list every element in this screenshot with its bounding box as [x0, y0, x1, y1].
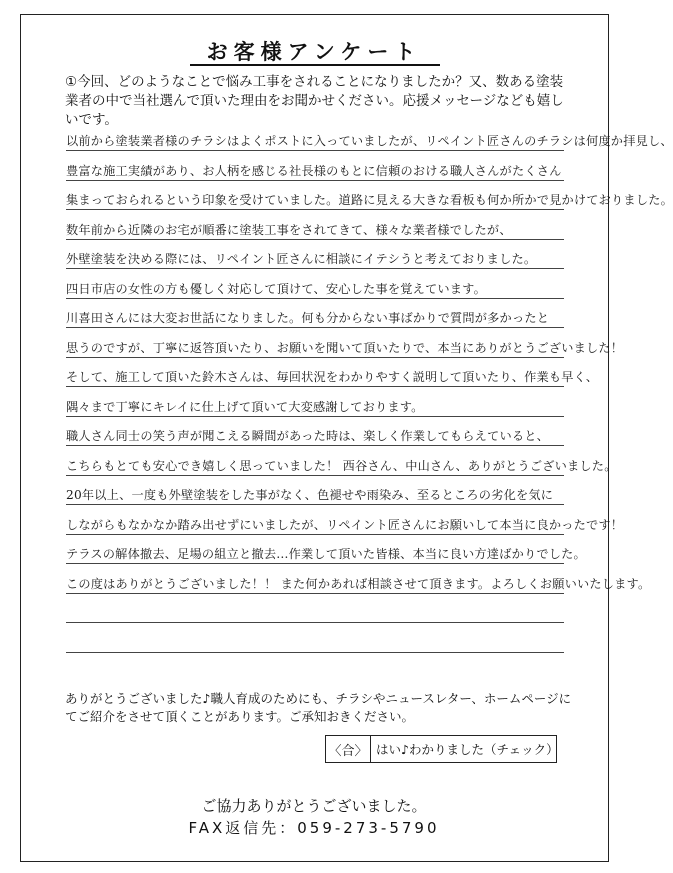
- answer-line: テラスの解体撤去、足場の組立と撤去…作業して頂いた皆様、本当に良い方達ばかりでした。: [66, 547, 586, 561]
- answer-line: 川喜田さんには大変お世話になりました。何も分からない事ばかりで質問が多かったと: [66, 311, 550, 325]
- answer-line: 集まっておられるという印象を受けていました。道路に見える大きな看板も何か所かで見かけておりました。: [66, 193, 673, 207]
- answer-line: 数年前から近隣のお宅が順番に塗装工事をされてきて、様々な業者様でしたが、: [66, 222, 512, 237]
- answer-ruled-line: [66, 357, 564, 358]
- title-underline: [190, 64, 440, 66]
- notice-text: ありがとうございました♪職人育成のためにも、チラシやニュースレター、ホームページにてご紹介をさせて頂くことがあります。ご承知おきください。: [65, 691, 572, 724]
- answer-line: この度はありがとうございました！！ また何かあれば相談させて頂きます。よろしくお願いいたします。: [66, 576, 651, 591]
- consent-checkbox-row[interactable]: [325, 735, 557, 763]
- answer-ruled-line: [66, 563, 564, 564]
- answer-ruled-line: [66, 268, 564, 269]
- answer-ruled-line: [66, 327, 564, 328]
- answer-line: 豊富な施工実績があり、お人柄を感じる社長様のもとに信頼のおける職人さんがたくさん: [66, 163, 562, 178]
- answer-line: 外壁塗装を決める際には、リペイント匠さんに相談にイテシうと考えておりました。: [66, 252, 537, 266]
- form-title: お客様アンケート: [206, 40, 422, 64]
- answer-line: しながらもなかなか踏み出せずにいましたが、リペイント匠さんにお願いして本当に良かったです！: [66, 517, 624, 532]
- answer-ruled-line: [66, 622, 564, 623]
- answer-ruled-line: [66, 652, 564, 653]
- answer-line: 職人さん同士の笑う声が聞こえる瞬間があった時は、楽しく作業してもらえていると、: [66, 429, 549, 443]
- consent-check-mark[interactable]: 〈合〉: [326, 736, 371, 762]
- answer-line: こちらもとても安心でき嬉しく思っていました！ 西谷さん、中山さん、ありがとうございました。: [66, 458, 617, 473]
- answer-line: そして、施工して頂いた鈴木さんは、毎回状況をわかりやすく説明して頂いたり、作業も早く、: [66, 370, 599, 384]
- answer-ruled-line: [66, 150, 564, 151]
- answer-line: 思うのですが、丁寧に返答頂いたり、お願いを聞いて頂いたりで、本当にありがとうございました！: [66, 340, 624, 355]
- answer-ruled-line: [66, 239, 564, 240]
- answer-ruled-line: [66, 593, 564, 594]
- answer-ruled-line: [66, 534, 564, 535]
- answer-line: 以前から塗装業者様のチラシはよくポストに入っていましたが、リペイント匠さんのチラシは何度か拝見し、: [66, 134, 673, 148]
- answer-ruled-line: [66, 475, 564, 476]
- answer-line: 隅々まで丁寧にキレイに仕上げて頂いて大変感謝しております。: [66, 399, 424, 414]
- answer-ruled-line: [66, 504, 564, 505]
- consent-label: はい♪わかりました（チェック）: [376, 742, 559, 757]
- fax-number: FAX返信先：059-273-5790: [188, 819, 440, 837]
- answer-ruled-line: [66, 416, 564, 417]
- answer-line: 四日市店の女性の方も優しく対応して頂けて、安心した事を覚えています。: [66, 281, 486, 296]
- answer-line: 20年以上、一度も外壁塗装をした事がなく、色褪せや雨染み、至るところの劣化を気に: [66, 488, 554, 502]
- question-text: ①今回、どのようなことで悩み工事をされることになりましたか？又、数ある塗装業者の中で当社選んで頂いた理由をお聞かせください。応援メッセージなども嬉しいです。: [65, 74, 564, 128]
- answer-ruled-line: [66, 298, 564, 299]
- answer-ruled-line: [66, 180, 564, 181]
- closing-text: ご協力ありがとうございました。: [201, 797, 427, 815]
- answer-ruled-line: [66, 386, 564, 387]
- answer-ruled-line: [66, 209, 564, 210]
- answer-ruled-line: [66, 445, 564, 446]
